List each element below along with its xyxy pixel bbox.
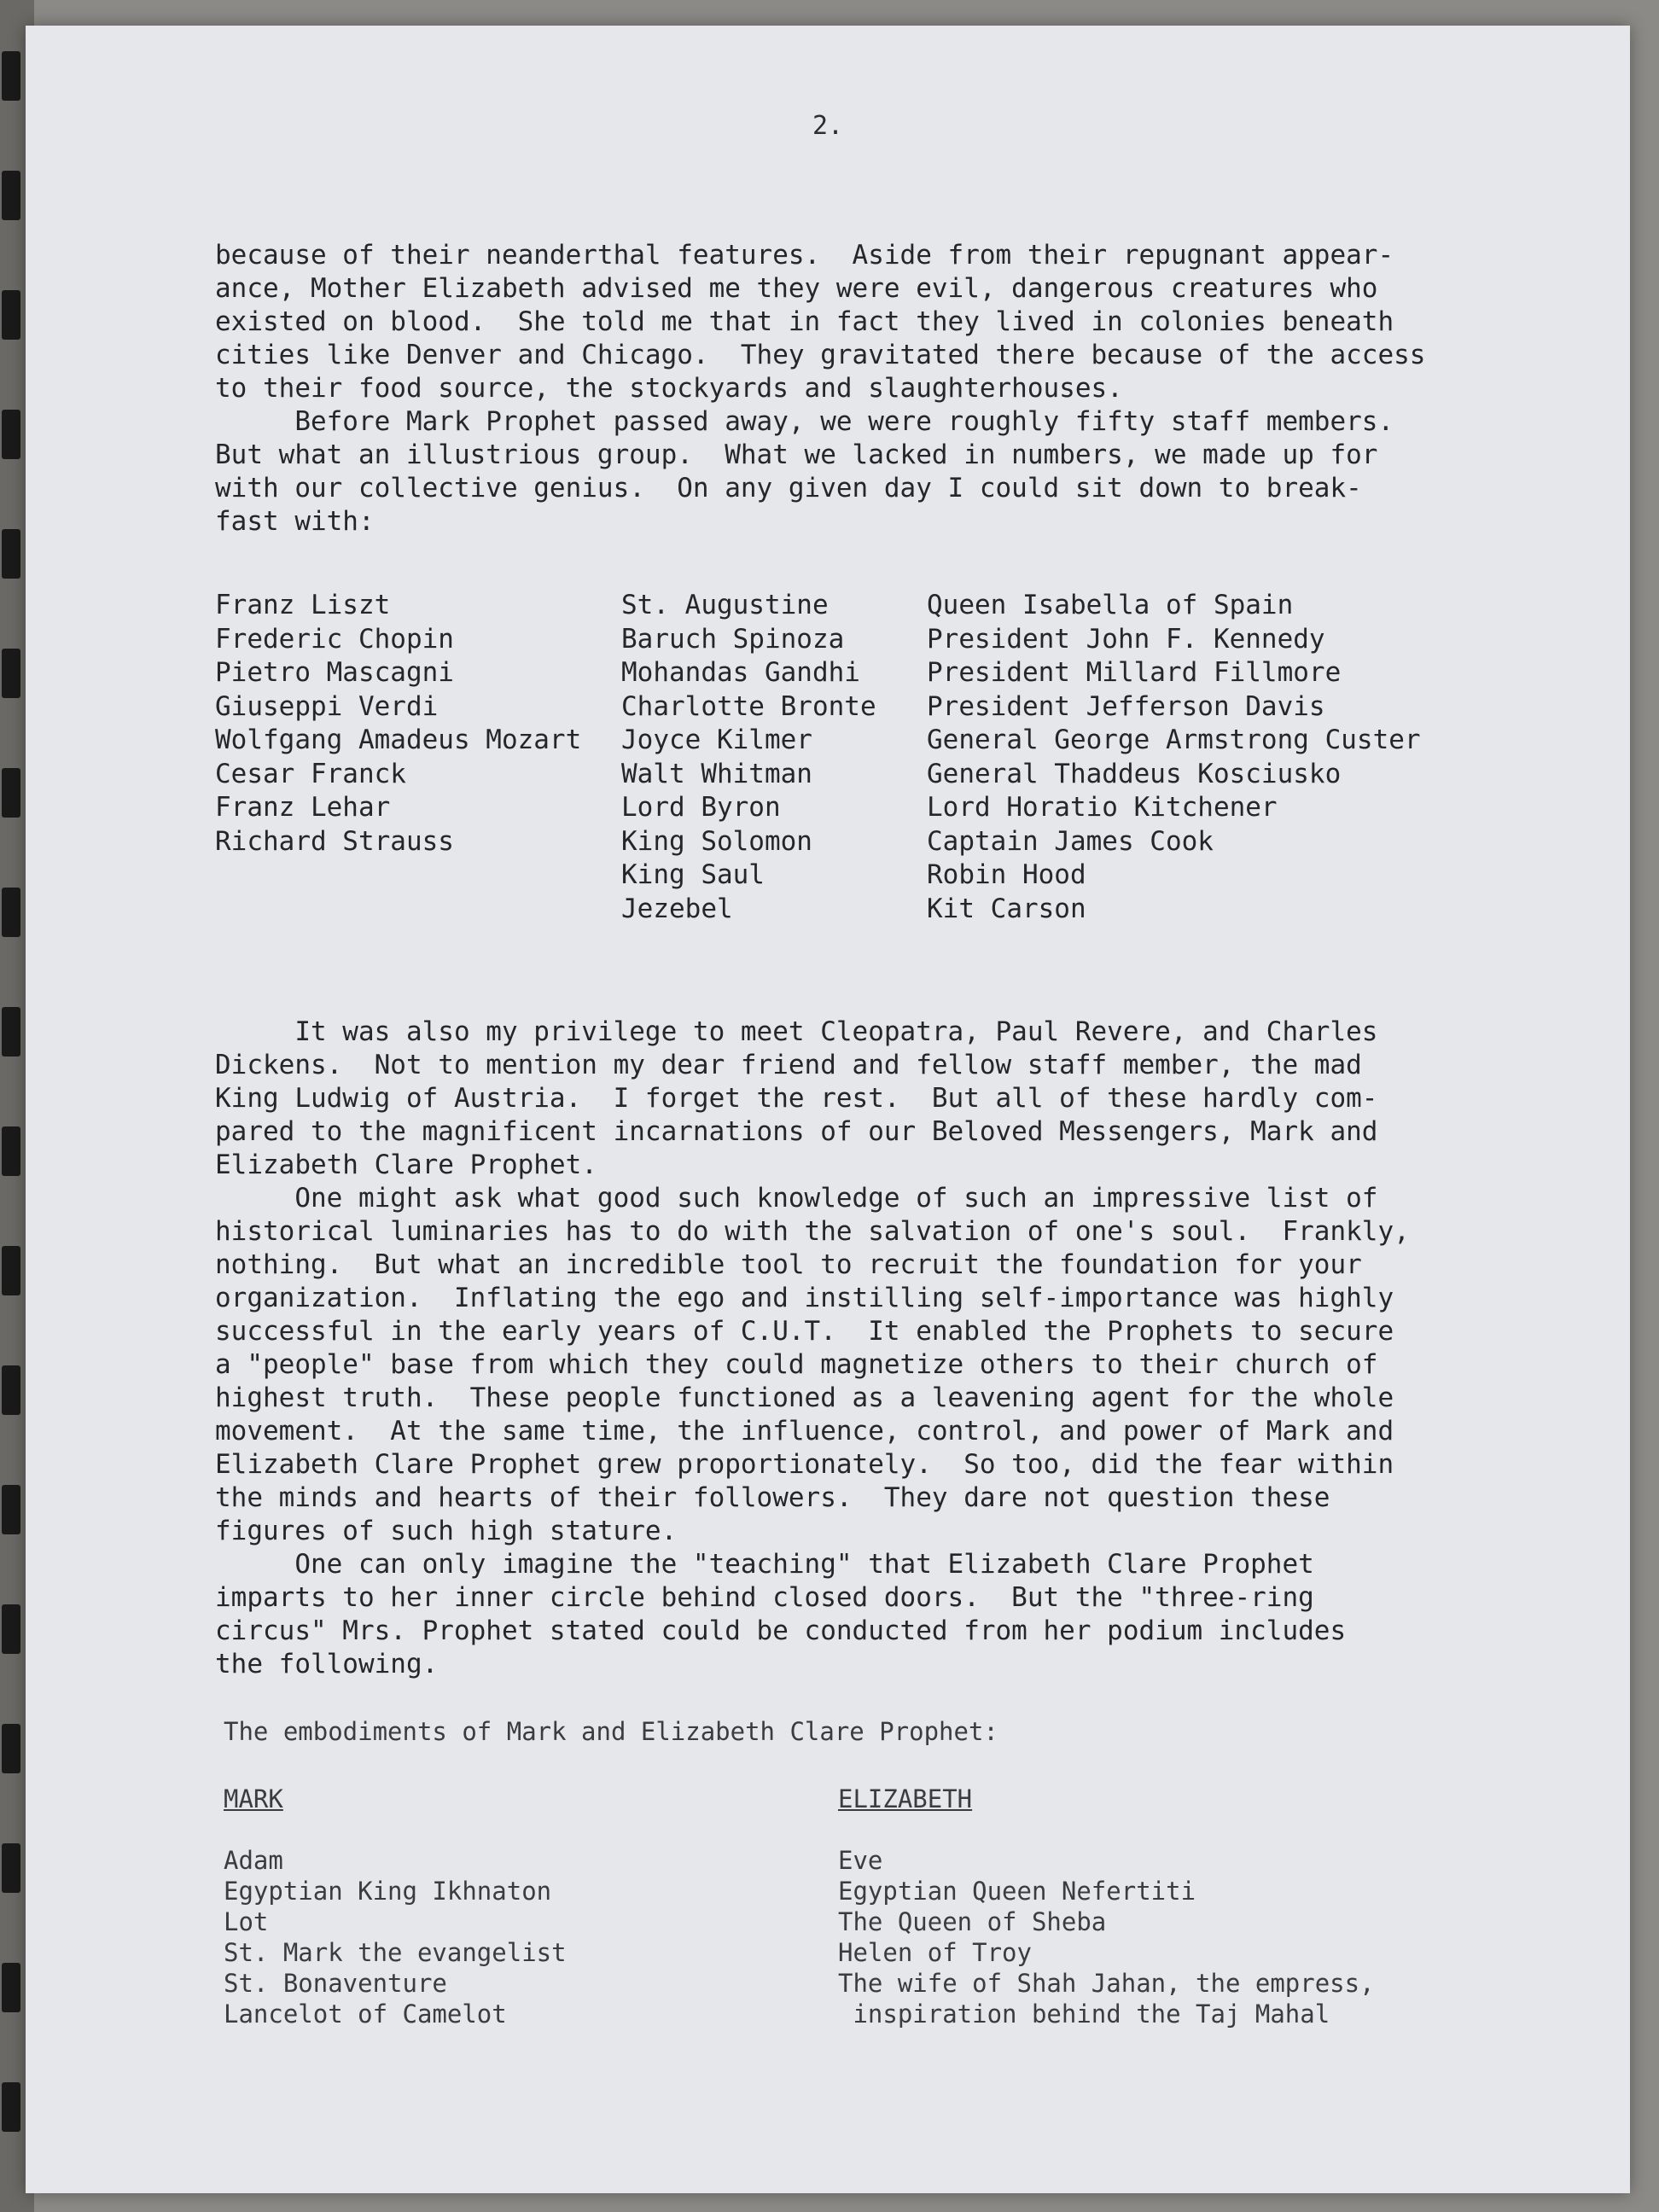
text-line: cities like Denver and Chicago. They gravitated there because of the access — [215, 340, 1426, 370]
text-line: a "people" base from which they could magnetize others to their church of — [215, 1349, 1378, 1380]
text-line: to their food source, the stockyards and slaughterhouses. — [215, 373, 1123, 404]
binding-ring — [2, 410, 20, 459]
text-line: the minds and hearts of their followers. They dare not question these — [215, 1482, 1330, 1513]
binding-ring — [2, 2082, 20, 2132]
name-item: Frederic Chopin — [215, 623, 454, 655]
binding-ring — [2, 290, 20, 340]
text-line: circus" Mrs. Prophet stated could be conducted from her podium includes — [215, 1615, 1347, 1646]
list-item: St. Mark the evangelist — [224, 1938, 567, 1967]
binding-ring — [2, 1843, 20, 1893]
mark-heading: MARK — [224, 1784, 283, 1813]
name-item: Walt Whitman — [621, 758, 812, 789]
list-item: St. Bonaventure — [224, 1969, 447, 1998]
binding-ring — [2, 1963, 20, 2012]
name-item: Franz Lehar — [215, 792, 391, 823]
name-item: Joyce Kilmer — [621, 725, 812, 755]
text-line: Before Mark Prophet passed away, we were roughly fifty staff members. — [215, 406, 1394, 437]
list-item: The wife of Shah Jahan, the empress, — [838, 1969, 1375, 1998]
text-line: It was also my privilege to meet Cleopatra, Paul Revere, and Charles — [215, 1016, 1378, 1047]
text-line: pared to the magnificent incarnations of our Beloved Messengers, Mark and — [215, 1116, 1378, 1147]
text-line: imparts to her inner circle behind closed doors. But the "three-ring — [215, 1582, 1314, 1613]
binding-ring — [2, 1604, 20, 1654]
text-line: Dickens. Not to mention my dear friend and fellow staff member, the mad — [215, 1050, 1362, 1080]
name-item: Kit Carson — [927, 893, 1086, 924]
names-table — [215, 589, 1546, 947]
list-item: Egyptian Queen Nefertiti — [838, 1877, 1196, 1906]
binding-ring — [2, 1724, 20, 1773]
body-text-top — [215, 239, 1512, 538]
elizabeth-heading: ELIZABETH — [838, 1784, 973, 1813]
name-item: Wolfgang Amadeus Mozart — [215, 725, 582, 755]
list-item: Adam — [224, 1846, 283, 1875]
name-item: Lord Byron — [621, 792, 781, 823]
list-item: The Queen of Sheba — [838, 1907, 1107, 1936]
text-line: existed on blood. She told me that in fact they lived in colonies beneath — [215, 306, 1394, 337]
list-item: inspiration behind the Taj Mahal — [838, 2000, 1330, 2029]
name-item: Pietro Mascagni — [215, 657, 454, 688]
names-column-1 — [215, 589, 581, 859]
text-line: with our collective genius. On any given day I could sit down to break- — [215, 473, 1362, 504]
text-line: But what an illustrious group. What we lacked in numbers, we made up for — [215, 439, 1378, 470]
text-line: organization. Inflating the ego and instilling self-importance was highly — [215, 1283, 1394, 1313]
name-item: Robin Hood — [927, 859, 1086, 890]
embodiments-intro: The embodiments of Mark and Elizabeth Clare Prophet: — [224, 1717, 998, 1746]
text-line: ance, Mother Elizabeth advised me they were evil, dangerous creatures who — [215, 273, 1378, 304]
embodiments-lists — [224, 1784, 1504, 2040]
list-item: Lancelot of Camelot — [224, 2000, 507, 2029]
body-text-bottom — [215, 1016, 1512, 1681]
text-line: the following. — [215, 1649, 439, 1679]
name-item: Cesar Franck — [215, 758, 406, 789]
name-item: President Jefferson Davis — [927, 690, 1325, 722]
binding-ring — [2, 1485, 20, 1534]
text-line: Elizabeth Clare Prophet. — [215, 1150, 597, 1180]
binding-ring — [2, 888, 20, 937]
name-item: Jezebel — [621, 893, 733, 924]
name-item: General George Armstrong Custer — [927, 725, 1421, 755]
name-item: Captain James Cook — [927, 825, 1214, 857]
list-item: Egyptian King Ikhnaton — [224, 1877, 552, 1906]
text-line: because of their neanderthal features. Aside from their repugnant appear- — [215, 240, 1394, 271]
binding-ring — [2, 51, 20, 101]
list-item: Lot — [224, 1907, 269, 1936]
text-line: nothing. But what an incredible tool to recruit the foundation for your — [215, 1249, 1362, 1280]
binding-ring — [2, 1126, 20, 1176]
text-line: One might ask what good such knowledge of such an impressive list of — [215, 1183, 1378, 1214]
mark-list — [224, 1784, 567, 2029]
list-item: Helen of Troy — [838, 1938, 1032, 1967]
binding-ring — [2, 649, 20, 698]
binding-ring — [2, 1365, 20, 1415]
name-item: General Thaddeus Kosciusko — [927, 758, 1342, 789]
name-item: Lord Horatio Kitchener — [927, 792, 1278, 823]
text-line: movement. At the same time, the influence, control, and power of Mark and — [215, 1416, 1394, 1447]
name-item: King Solomon — [621, 825, 812, 857]
name-item: Richard Strauss — [215, 825, 454, 857]
text-line: One can only imagine the "teaching" that Elizabeth Clare Prophet — [215, 1549, 1314, 1580]
document-page — [26, 26, 1630, 2193]
name-item: St. Augustine — [621, 590, 829, 620]
binding-ring — [2, 768, 20, 818]
text-line: fast with: — [215, 506, 375, 537]
page-number: 2. — [812, 111, 844, 141]
elizabeth-list — [838, 1784, 1375, 2029]
name-item: Franz Liszt — [215, 590, 391, 620]
text-line: highest truth. These people functioned as a leavening agent for the whole — [215, 1382, 1394, 1413]
name-item: Queen Isabella of Spain — [927, 590, 1294, 620]
binding-ring — [2, 1007, 20, 1057]
name-item: President John F. Kennedy — [927, 623, 1325, 655]
text-line: historical luminaries has to do with the salvation of one's soul. Frankly, — [215, 1216, 1410, 1247]
names-column-3 — [927, 589, 1421, 926]
list-item: Eve — [838, 1846, 883, 1875]
binding-ring — [2, 529, 20, 579]
text-line: King Ludwig of Austria. I forget the rest. But all of these hardly com- — [215, 1083, 1378, 1114]
text-line: Elizabeth Clare Prophet grew proportionately. So too, did the fear within — [215, 1449, 1394, 1480]
name-item: Baruch Spinoza — [621, 623, 845, 655]
name-item: President Millard Fillmore — [927, 657, 1342, 688]
name-item: Mohandas Gandhi — [621, 657, 860, 688]
text-line: successful in the early years of C.U.T. It enabled the Prophets to secure — [215, 1316, 1394, 1347]
name-item: King Saul — [621, 859, 765, 890]
text-line: figures of such high stature. — [215, 1516, 678, 1546]
names-column-2 — [621, 589, 876, 926]
binding-ring — [2, 171, 20, 220]
name-item: Charlotte Bronte — [621, 690, 876, 722]
binding-ring — [2, 1246, 20, 1295]
name-item: Giuseppi Verdi — [215, 690, 439, 722]
